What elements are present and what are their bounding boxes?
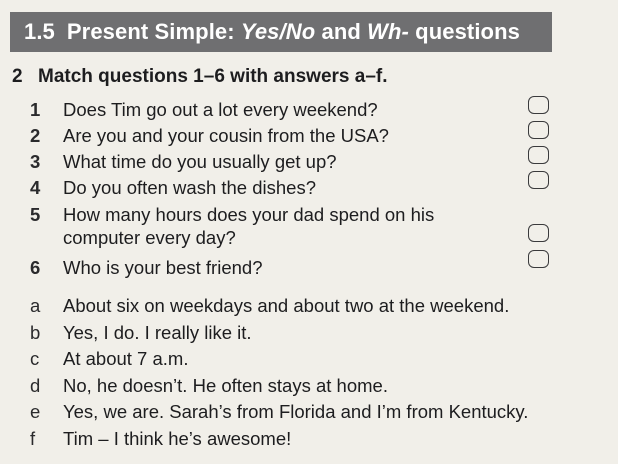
question-text: Do you often wash the dishes? xyxy=(63,177,316,198)
question-text: Who is your best friend? xyxy=(63,257,263,278)
section-title: Present Simple: Yes/No and Wh- questions xyxy=(66,19,520,44)
answer-letter: b xyxy=(30,322,41,343)
answer-text: No, he doesn’t. He often stays at home. xyxy=(63,375,388,396)
question-item xyxy=(30,203,434,249)
answer-box-1[interactable] xyxy=(528,96,549,114)
section-number: 1.5 xyxy=(24,19,55,44)
answer-box-6[interactable] xyxy=(528,250,549,268)
question-text: Does Tim go out a lot every weekend? xyxy=(63,99,378,120)
question-text: What time do you usually get up? xyxy=(63,151,337,172)
answer-text: Yes, we are. Sarah’s from Florida and I’m from Kentucky. xyxy=(63,401,529,422)
answer-box-5[interactable] xyxy=(528,224,549,242)
answer-letter: a xyxy=(30,295,41,316)
answer-item xyxy=(30,294,509,317)
question-number: 1 xyxy=(30,99,41,120)
answer-item xyxy=(30,347,188,370)
answer-box-4[interactable] xyxy=(528,171,549,189)
question-number: 5 xyxy=(30,204,41,225)
answer-text: At about 7 a.m. xyxy=(63,348,189,369)
question-number: 2 xyxy=(30,125,41,146)
question-item xyxy=(30,176,316,199)
question-item xyxy=(30,124,389,147)
section-header xyxy=(10,12,552,52)
instruction-text: Match questions 1–6 with answers a–f. xyxy=(38,66,388,87)
answer-text: Tim – I think he’s awesome! xyxy=(63,428,292,449)
answer-letter: f xyxy=(30,428,36,449)
answer-item xyxy=(30,427,291,450)
exercise-number: 2 xyxy=(12,66,23,87)
answer-letter: c xyxy=(30,348,40,369)
question-number: 6 xyxy=(30,257,41,278)
question-number: 3 xyxy=(30,151,41,172)
answer-text: Yes, I do. I really like it. xyxy=(63,322,252,343)
answer-text: About six on weekdays and about two at the weekend. xyxy=(63,295,510,316)
answer-box-3[interactable] xyxy=(528,146,549,164)
answer-letter: e xyxy=(30,401,41,422)
answer-item xyxy=(30,374,388,397)
question-item xyxy=(30,256,262,279)
question-number: 4 xyxy=(30,177,41,198)
answer-box-2[interactable] xyxy=(528,121,549,139)
question-item xyxy=(30,150,337,173)
question-item xyxy=(30,98,378,121)
question-text: Are you and your cousin from the USA? xyxy=(63,125,389,146)
answer-letter: d xyxy=(30,375,41,396)
answer-item xyxy=(30,400,528,423)
answer-item xyxy=(30,321,252,344)
question-text: How many hours does your dad spend on his computer every day? xyxy=(63,204,435,248)
exercise-instruction xyxy=(12,66,388,88)
